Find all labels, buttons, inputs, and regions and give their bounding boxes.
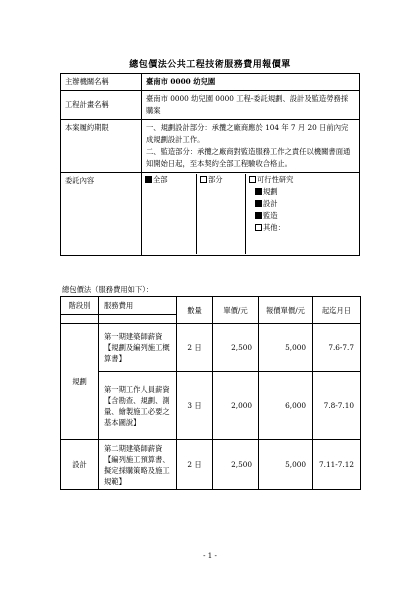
row-unit-price: 2,000 <box>213 372 259 440</box>
scope-row <box>61 173 360 256</box>
document-title: 總包價法公共工程技術服務費用報價單 <box>129 60 291 70</box>
row-item: 第二期建築師薪資【編列施工預算書、擬定採購策略及施工規範】 <box>99 440 177 490</box>
row-item: 第一期建築師薪資【規劃及編列施工概算書】 <box>99 324 177 372</box>
period-label: 本案履約期限 <box>61 120 142 173</box>
row-qty: 3 日 <box>177 372 213 440</box>
row-total: 5,000 <box>259 324 313 372</box>
scope-part-option[interactable] <box>200 174 246 254</box>
fee-table <box>60 296 361 490</box>
header-service: 服務費用 <box>99 297 177 315</box>
phase-planning: 規劃 <box>61 324 99 440</box>
row-total: 5,000 <box>259 440 313 490</box>
project-row <box>61 91 360 120</box>
agency-label: 主辦機關名稱 <box>61 74 142 91</box>
row-qty: 2 日 <box>177 440 213 490</box>
table-row <box>61 324 361 372</box>
checkbox-supervision[interactable] <box>255 212 262 219</box>
info-table <box>60 73 360 256</box>
period-value <box>142 120 360 173</box>
scope-part-label: 部分 <box>208 175 223 184</box>
scope-items <box>249 174 296 254</box>
row-total: 6,000 <box>259 372 313 440</box>
scope-item-supervision[interactable] <box>249 210 293 222</box>
header-phase: 階段別 <box>61 297 99 315</box>
header-period: 起迄月日 <box>313 297 361 324</box>
project-value: 臺南市 0000 幼兒園 0000 工程-委託規劃、設計及監造勞務採購案 <box>142 91 360 120</box>
table-row <box>61 440 361 490</box>
table-row <box>61 372 361 440</box>
agency-row <box>61 74 360 91</box>
header-spacer-service <box>99 315 177 324</box>
row-unit-price: 2,500 <box>213 324 259 372</box>
scope-value <box>142 173 360 256</box>
agency-value: 臺南市 0000 幼兒園 <box>142 74 360 91</box>
scope-label: 委託內容 <box>61 173 142 256</box>
project-label: 工程計畫名稱 <box>61 91 142 120</box>
scope-item-label: 監造 <box>263 211 278 220</box>
row-item: 第一期工作人員薪資【含勘查、規劃、測量、繪製施工必要之基本圖說】 <box>99 372 177 440</box>
scope-item-planning[interactable] <box>249 186 293 198</box>
checkbox-planning[interactable] <box>255 188 262 195</box>
checkbox-feasibility[interactable] <box>249 176 256 183</box>
checkbox-all[interactable] <box>145 176 152 183</box>
row-period: 7.11-7.12 <box>313 440 361 490</box>
scope-item-label: 可行性研究 <box>257 175 294 184</box>
row-qty: 2 日 <box>177 324 213 372</box>
header-spacer-phase <box>61 315 99 324</box>
scope-item-label: 其他： <box>263 223 285 232</box>
header-total: 報價單價/元 <box>259 297 313 324</box>
scope-item-label: 規劃 <box>263 187 278 196</box>
scope-all-option[interactable] <box>145 174 197 254</box>
scope-item-feasibility[interactable] <box>249 174 293 186</box>
checkbox-other[interactable] <box>255 224 262 231</box>
scope-all-label: 全部 <box>153 175 168 184</box>
scope-item-other[interactable] <box>249 222 293 234</box>
row-period: 7.8-7.10 <box>313 372 361 440</box>
page-number: - 1 - <box>203 552 217 560</box>
fee-intro: 總包價法（服務費用如下）： <box>62 285 154 294</box>
checkbox-design[interactable] <box>255 200 262 207</box>
scope-item-design[interactable] <box>249 198 293 210</box>
fee-header-row <box>61 297 361 315</box>
row-period: 7.6-7.7 <box>313 324 361 372</box>
period-line-2: 二、監造部分：承攬之廠商對監造服務工作之責任以機關書面通知開始日起，至本契約全部工程驗收合格止。 <box>146 147 351 168</box>
period-row <box>61 120 360 173</box>
scope-item-label: 設計 <box>263 199 278 208</box>
phase-design: 設計 <box>61 440 99 490</box>
header-unit-price: 單價/元 <box>213 297 259 324</box>
row-unit-price: 2,500 <box>213 440 259 490</box>
checkbox-part[interactable] <box>200 176 207 183</box>
period-line-1: 一、規劃設計部分：承攬之廠商應於 104 年 7 月 20 日前內完成規劃設計工作。 <box>146 123 349 144</box>
header-qty: 數量 <box>177 297 213 324</box>
